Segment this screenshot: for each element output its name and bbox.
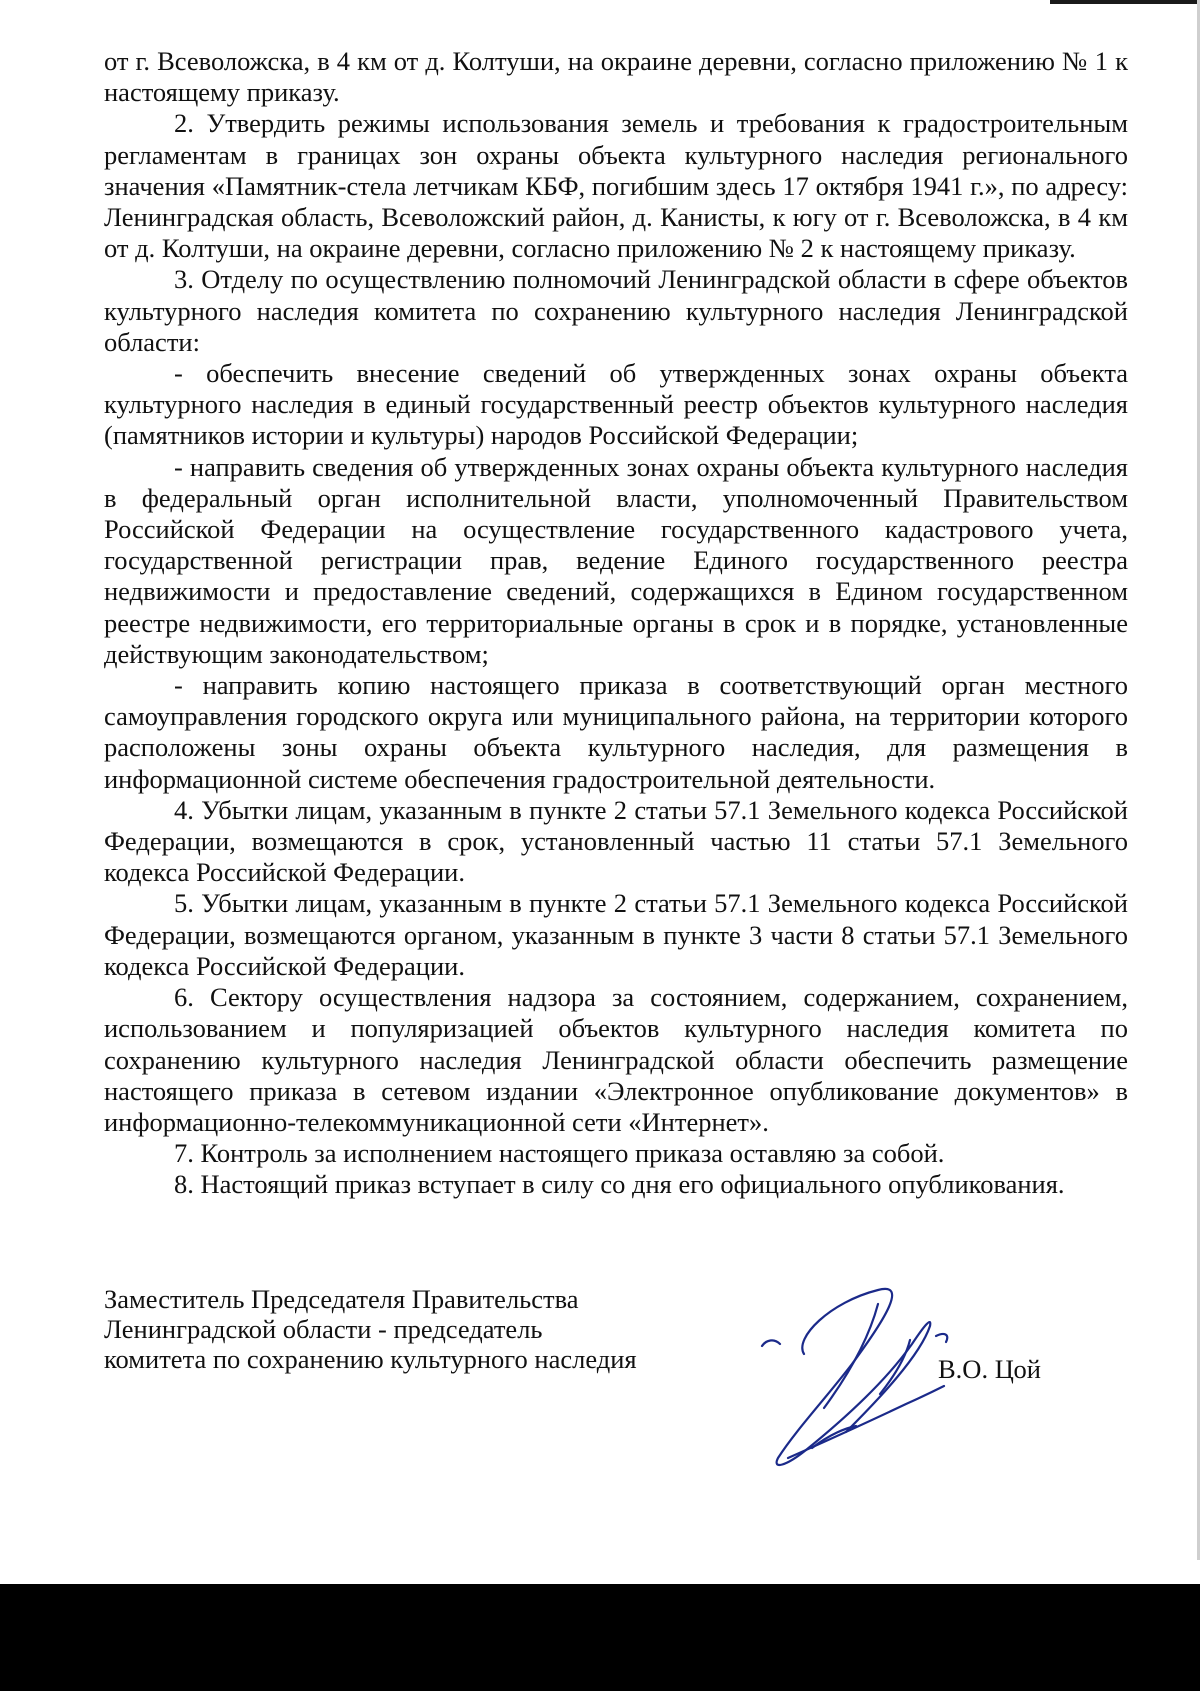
paragraph-item-6: 6. Сектору осуществления надзора за состоянием, содержанием, сохранением, использованием и популяризацией объектов культурного наследия комитета по сохранению культурного наследия Ленинградской области обеспечить размещение настоящего приказа в сетевом издании «Электронное опубликование документов» в информационно-телекоммуникационной сети «Интернет».	[104, 982, 1128, 1137]
signatory-title-line: Ленинградской области - председатель	[104, 1314, 543, 1344]
paragraph-item-7: 7. Контроль за исполнением настоящего приказа оставляю за собой.	[174, 1138, 945, 1169]
signer-name: В.О. Цой	[938, 1354, 1041, 1384]
paragraph-item-4: 4. Убытки лицам, указанным в пункте 2 статьи 57.1 Земельного кодекса Российской Федерации, возмещаются в срок, установленный частью 11 статьи 57.1 Земельного кодекса Российской Федерации.	[104, 794, 1128, 888]
document-body	[104, 46, 1128, 1201]
paragraph-continuation: от г. Всеволожска, в 4 км от д. Колтуши, на окраине деревни, согласно приложению № 1 к настоящему приказу.	[104, 46, 1128, 108]
paragraph-item-5: 5. Убытки лицам, указанным в пункте 2 статьи 57.1 Земельного кодекса Российской Федерации, возмещаются органом, указанным в пункте 3 части 8 статьи 57.1 Земельного кодекса Российской Федерации.	[104, 888, 1128, 981]
paragraph-item-2: 2. Утвердить режимы использования земель и требования к градостроительным регламентам в границах зон охраны объекта культурного наследия регионального значения «Памятник-стела летчикам КБФ, погибшим здесь 17 октября 1941 г.», по адресу: Ленинградская область, Всеволожский район, д. Канисты, к югу от г. Всеволожска, в 4 км от д. Колтуши, на окраине деревни, согласно приложению № 2 к настоящему приказу.	[104, 108, 1128, 264]
paragraph-item-3-bullet-2: - направить сведения об утвержденных зонах охраны объекта культурного наследия в федеральный орган исполнительной власти, уполномоченный Правительством Российской Федерации на осуществление государственного кадастрового учета, государственной регистрации прав, ведение Единого государственного реестра недвижимости и предоставление сведений, содержащихся в Едином государственном реестре недвижимости, его территориальные органы в срок и в порядке, установленные действующим законодательством;	[104, 451, 1128, 669]
signatory-title-line: Заместитель Председателя Правительства	[104, 1284, 579, 1314]
scan-edge-artifact	[1050, 0, 1200, 4]
signatory-title-line: комитета по сохранению культурного наследия	[104, 1344, 637, 1374]
paragraph-item-3-bullet-3: - направить копию настоящего приказа в соответствующий орган местного самоуправления городского округа или муниципального района, на территории которого расположены зоны охраны объекта культурного наследия, для размещения в информационной системе обеспечения градостроительной деятельности.	[104, 670, 1128, 794]
paragraph-item-3-bullet-1: - обеспечить внесение сведений об утвержденных зонах охраны объекта культурного наследия в единый государственный реестр объектов культурного наследия (памятников истории и культуры) народов Российской Федерации;	[104, 358, 1128, 451]
paragraph-item-3: 3. Отделу по осуществлению полномочий Ленинградской области в сфере объектов культурного наследия комитета по сохранению культурного наследия Ленинградской области:	[104, 264, 1128, 357]
signatory-title	[104, 1284, 724, 1374]
paragraph-item-8: 8. Настоящий приказ вступает в силу со дня его официального опубликования.	[174, 1169, 1065, 1200]
scan-black-band	[0, 1584, 1200, 1691]
